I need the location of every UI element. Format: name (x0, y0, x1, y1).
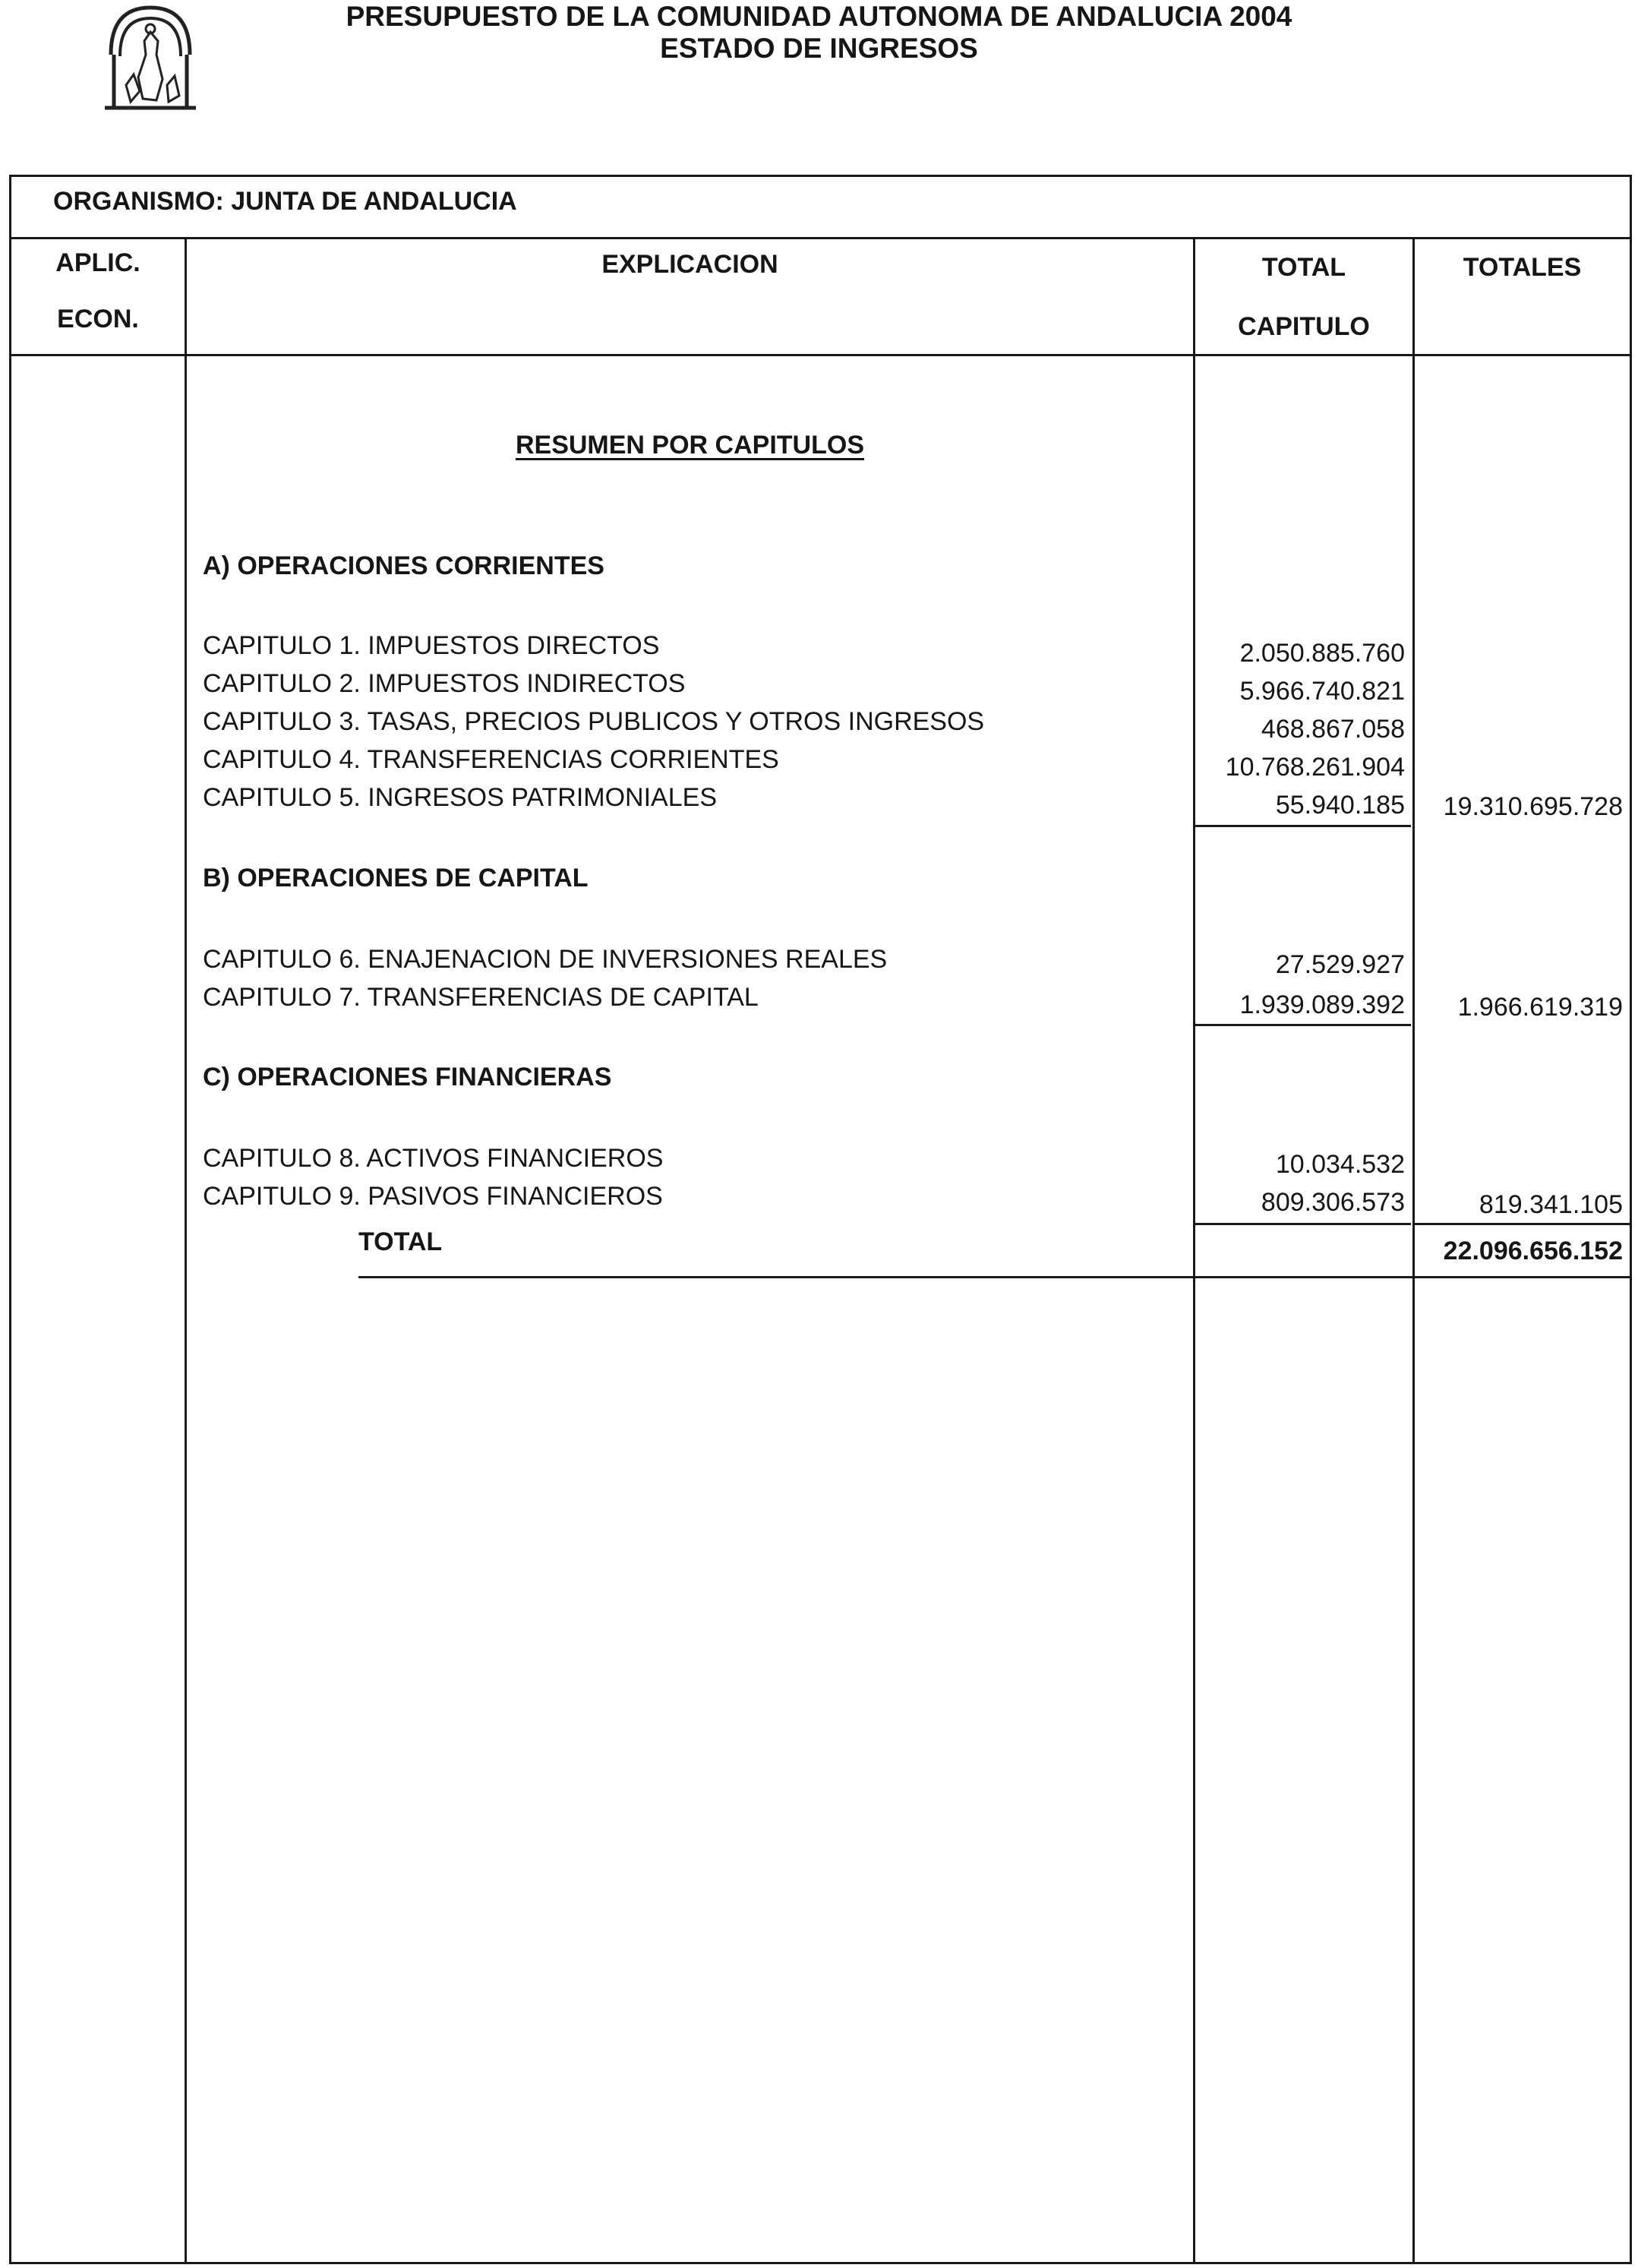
col-header-capitulo: CAPITULO (1238, 312, 1370, 341)
total-top-rule (1195, 1223, 1411, 1225)
col-header-total: TOTAL (1261, 253, 1346, 282)
chapter-amount: 2.050.885.760 (1239, 639, 1405, 668)
chapter-amount: 10.034.532 (1275, 1150, 1405, 1179)
col-header-totales: TOTALES (1463, 253, 1582, 282)
table-left-border (9, 175, 11, 2264)
chapter-amount: 10.768.261.904 (1225, 753, 1405, 782)
resumen-title: RESUMEN POR CAPITULOS (515, 431, 865, 460)
chapter-label: CAPITULO 9. PASIVOS FINANCIEROS (203, 1182, 663, 1211)
chapter-label: CAPITULO 7. TRANSFERENCIAS DE CAPITAL (203, 983, 759, 1012)
grand-total-amount: 22.096.656.152 (1443, 1237, 1623, 1265)
col-header-explicacion: EXPLICACION (601, 250, 778, 279)
chapter-label: CAPITULO 4. TRANSFERENCIAS CORRIENTES (203, 745, 779, 774)
col-header-econ: ECON. (57, 305, 139, 333)
chapter-label: CAPITULO 5. INGRESOS PATRIMONIALES (203, 783, 717, 812)
grand-total-label: TOTAL (358, 1227, 443, 1256)
organismo-divider (9, 237, 1632, 239)
section-title-a: A) OPERACIONES CORRIENTES (203, 551, 604, 580)
table-bottom-border (9, 2262, 1632, 2264)
col-divider-totales (1412, 237, 1415, 2264)
chapter-amount: 468.867.058 (1261, 715, 1405, 744)
chapter-label: CAPITULO 2. IMPUESTOS INDIRECTOS (203, 669, 686, 698)
section-title-b: B) OPERACIONES DE CAPITAL (203, 864, 589, 892)
col-header-aplic: APLIC. (55, 248, 140, 277)
chapter-amount: 5.966.740.821 (1239, 677, 1405, 706)
chapter-label: CAPITULO 8. ACTIVOS FINANCIEROS (203, 1144, 664, 1173)
document-subtitle: ESTADO DE INGRESOS (660, 33, 978, 64)
document-title: PRESUPUESTO DE LA COMUNIDAD AUTONOMA DE ANDALUCIA 2004 (346, 1, 1292, 32)
chapter-label: CAPITULO 6. ENAJENACION DE INVERSIONES REALES (203, 945, 888, 974)
section-total-b: 1.966.619.319 (1457, 993, 1623, 1022)
chapter-amount: 809.306.573 (1261, 1188, 1405, 1217)
subtotal-rule (1195, 825, 1411, 827)
subtotal-rule (1195, 1024, 1411, 1026)
chapter-label: CAPITULO 3. TASAS, PRECIOS PUBLICOS Y OTROS INGRESOS (203, 707, 985, 736)
chapter-amount: 1.939.089.392 (1239, 990, 1405, 1019)
chapter-amount: 27.529.927 (1275, 950, 1405, 979)
organismo-label: ORGANISMO: JUNTA DE ANDALUCIA (53, 187, 517, 216)
section-total-a: 19.310.695.728 (1443, 792, 1623, 821)
total-top-rule (1414, 1223, 1630, 1225)
section-total-c: 819.341.105 (1479, 1190, 1623, 1219)
total-bottom-rule (358, 1276, 1630, 1278)
chapter-label: CAPITULO 1. IMPUESTOS DIRECTOS (203, 631, 660, 660)
section-title-c: C) OPERACIONES FINANCIERAS (203, 1063, 612, 1091)
col-divider-aplic (185, 237, 187, 2264)
table-top-border (9, 175, 1632, 177)
table-right-border (1630, 175, 1632, 2264)
chapter-amount: 55.940.185 (1275, 791, 1405, 820)
col-divider-total (1193, 237, 1195, 2264)
header-divider (9, 354, 1632, 356)
